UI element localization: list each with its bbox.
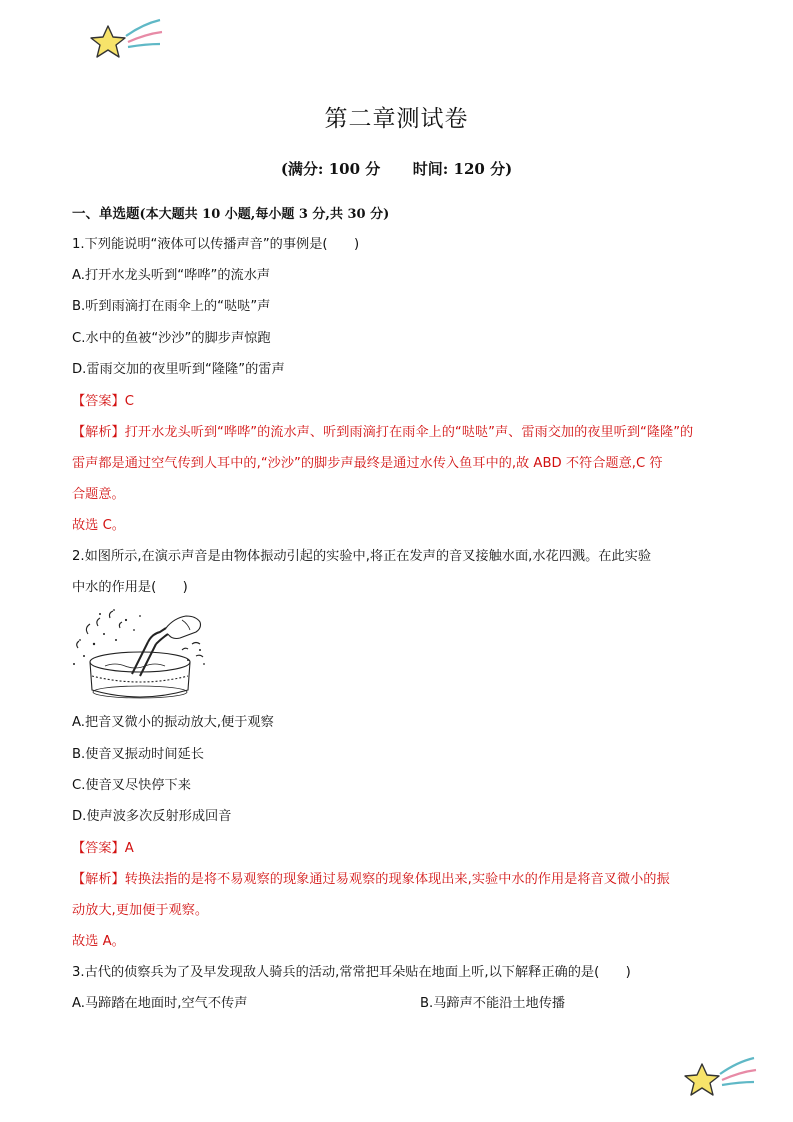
option-a: A.马蹄踏在地面时,空气不传声 [72,996,248,1011]
analysis-line: 【解析】打开水龙头听到“哗哗”的流水声、听到雨滴打在雨伞上的“哒哒”声、雷雨交加的夜里听到“隆隆”的 [72,425,694,440]
star-decoration-icon [88,14,168,62]
analysis-line: 合题意。 [72,487,125,502]
option-b: B.听到雨滴打在雨伞上的“哒哒”声 [72,299,271,314]
analysis-line: 【解析】转换法指的是将不易观察的现象通过易观察的现象体现出来,实验中水的作用是将音叉微小的振 [72,872,670,887]
option-d: D.雷雨交加的夜里听到“隆隆”的雷声 [72,362,285,377]
analysis-line: 动放大,更加便于观察。 [72,903,209,918]
question-stem: 中水的作用是( ) [72,580,188,595]
option-b: B.马蹄声不能沿土地传播 [420,996,566,1011]
section-heading: 一、单选题(本大题共 10 小题,每小题 3 分,共 30 分) [72,206,390,222]
answer: 【答案】A [72,841,134,856]
tuning-fork-water-illustration-icon [70,604,210,706]
option-a: A.把音叉微小的振动放大,便于观察 [72,715,274,730]
option-c: C.水中的鱼被“沙沙”的脚步声惊跑 [72,331,271,346]
analysis-line: 雷声都是通过空气传到人耳中的,“沙沙”的脚步声最终是通过水传入鱼耳中的,故 ABD 不符合题意,C 符 [72,456,663,471]
conclusion: 故选 A。 [72,934,125,949]
question-stem: 1.下列能说明“液体可以传播声音”的事例是( ) [72,237,360,252]
page-title: 第二章测试卷 [324,106,469,132]
question-stem: 2.如图所示,在演示声音是由物体振动引起的实验中,将正在发声的音叉接触水面,水花四溅。在此实验 [72,549,652,564]
options-row [72,995,722,1013]
star-decoration-icon [682,1052,762,1100]
answer: 【答案】C [72,394,134,409]
option-c: C.使音叉尽快停下来 [72,778,191,793]
score-time-line: (满分: 100 分 时间: 120 分) [280,160,513,178]
option-a: A.打开水龙头听到“哗哗”的流水声 [72,268,271,283]
question-stem: 3.古代的侦察兵为了及早发现敌人骑兵的活动,常常把耳朵贴在地面上听,以下解释正确的是( ) [72,965,631,980]
option-b: B.使音叉振动时间延长 [72,747,204,762]
option-d: D.使声波多次反射形成回音 [72,809,232,824]
conclusion: 故选 C。 [72,518,125,533]
